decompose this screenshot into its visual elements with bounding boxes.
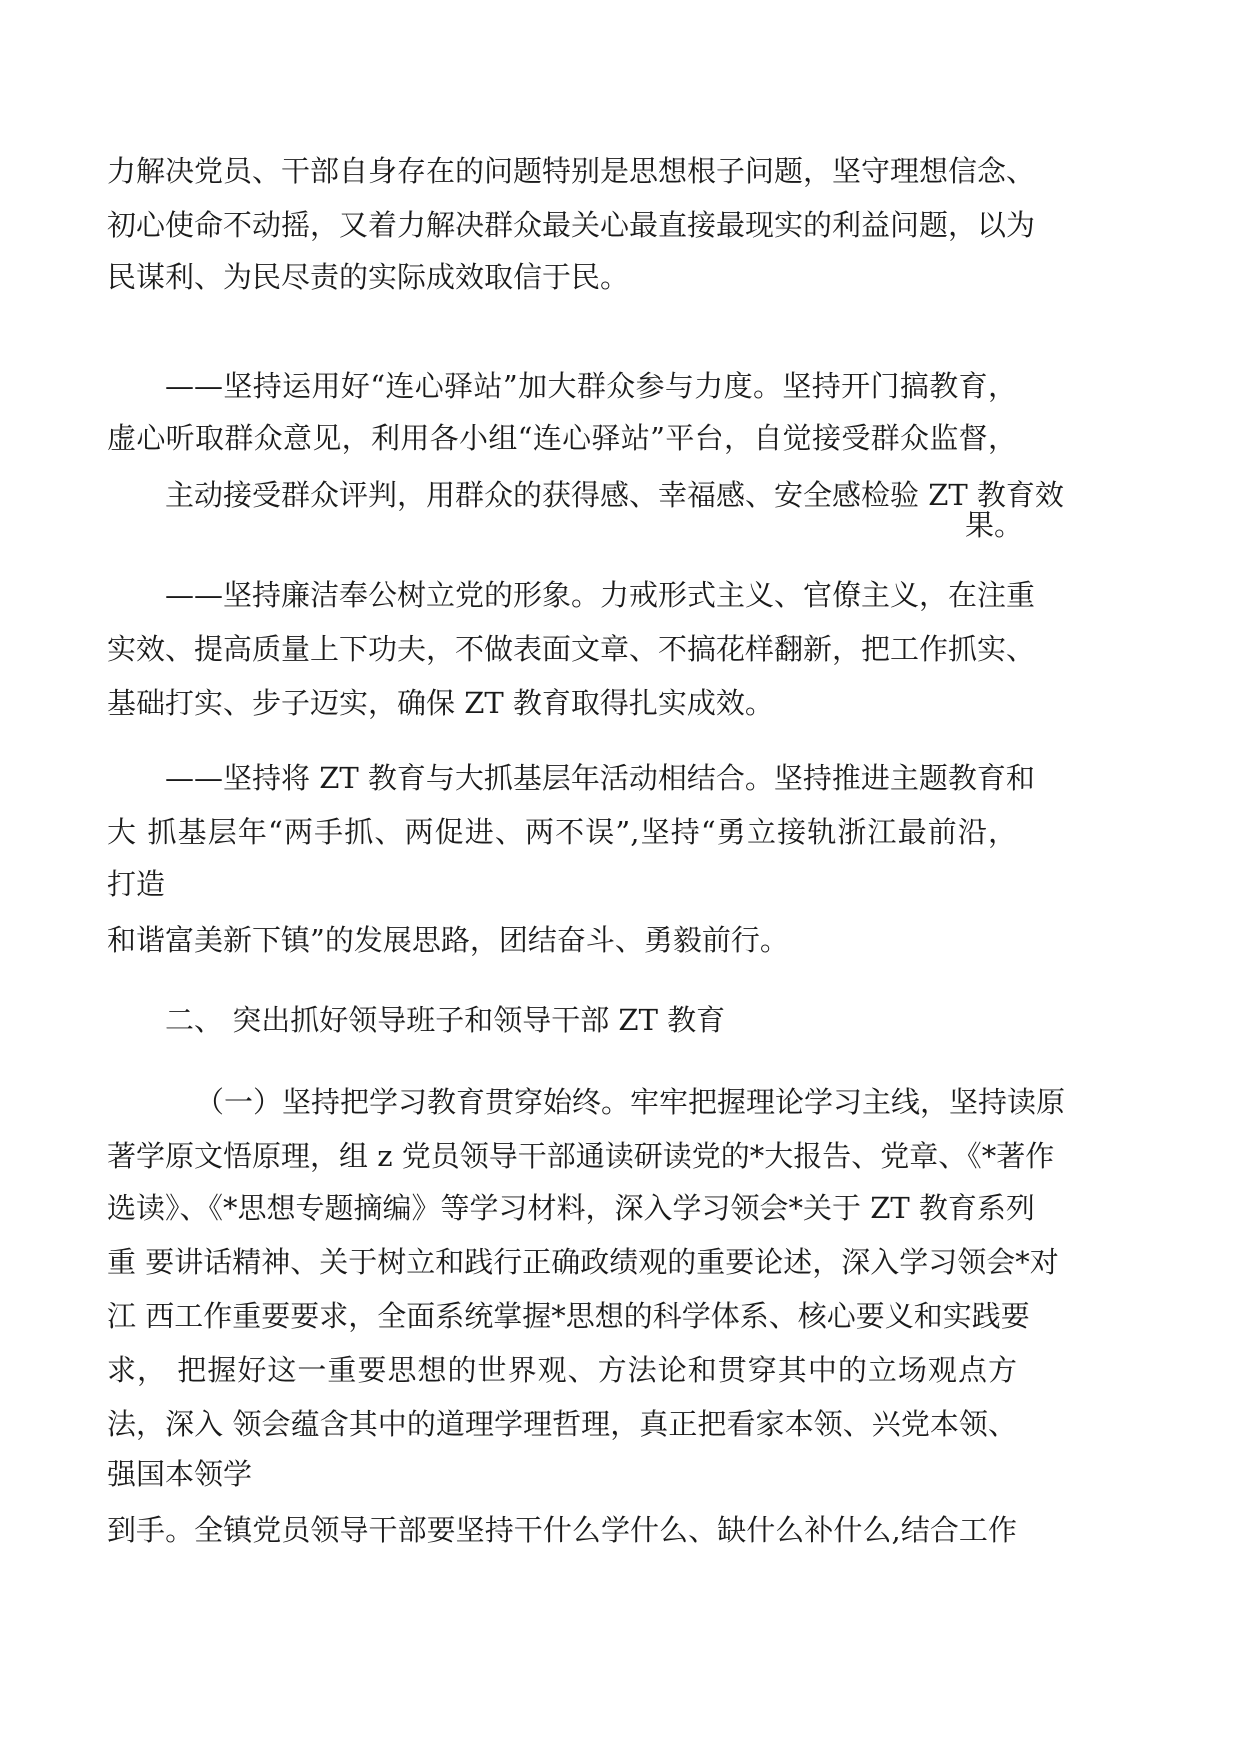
text-line: ——坚持运用好“连心驿站”加大群众参与力度。坚持开门搞教育， xyxy=(165,369,1017,403)
text-line: （一）坚持把学习教育贯穿始终。牢牢把握理论学习主线，坚持读原 xyxy=(195,1085,1066,1119)
text-line: 初心使命不动摇，又着力解决群众最关心最直接最现实的利益问题，以为 xyxy=(107,208,1036,242)
text-line: ——坚持将 ZT 教育与大抓基层年活动相结合。坚持推进主题教育和 xyxy=(165,761,1035,795)
text-line: 大 抓基层年“两手抓、两促进、两不误”,坚持“勇立接轨浙江最前沿， xyxy=(107,815,1017,849)
text-line: 主动接受群众评判，用群众的获得感、幸福感、安全感检验 ZT 教育效 xyxy=(165,478,1064,512)
text-line: 力解决党员、干部自身存在的问题特别是思想根子问题，坚守理想信念、 xyxy=(107,154,1036,188)
text-line: 虚心听取群众意见，利用各小组“连心驿站”平台，自觉接受群众监督， xyxy=(107,421,1017,455)
text-line: 著学原文悟原理，组 z 党员领导干部通读研读党的*大报告、党章、《*著作 xyxy=(107,1139,1055,1173)
text-line: 强国本领学 xyxy=(107,1457,253,1491)
text-line: 重 要讲话精神、关于树立和践行正确政绩观的重要论述，深入学习领会*对 xyxy=(107,1245,1059,1279)
text-line: 民谋利、为民尽责的实际成效取信于民。 xyxy=(107,260,630,294)
text-line: 打造 xyxy=(107,867,166,901)
text-line: 基础打实、步子迈实，确保 ZT 教育取得扎实成效。 xyxy=(107,686,774,720)
section-heading: 二、 突出抓好领导班子和领导干部 ZT 教育 xyxy=(165,1003,726,1037)
text-line: 和谐富美新下镇”的发展思路，团结奋斗、勇毅前行。 xyxy=(107,923,789,957)
text-line: 法，深入 领会蕴含其中的道理学理哲理，真正把看家本领、兴党本领、 xyxy=(107,1407,1017,1441)
text-line: 选读》、《*思想专题摘编》等学习材料，深入学习领会*关于 ZT 教育系列 xyxy=(107,1191,1035,1225)
text-line: 江 西工作重要要求，全面系统掌握*思想的科学体系、核心要义和实践要 xyxy=(107,1299,1030,1333)
text-line: 实效、提高质量上下功夫，不做表面文章、不搞花样翻新，把工作抓实、 xyxy=(107,632,1036,666)
text-line: 果。 xyxy=(964,508,1023,542)
text-line: 求， 把握好这一重要思想的世界观、方法论和贯穿其中的立场观点方 xyxy=(107,1353,1017,1387)
text-line: 到手。全镇党员领导干部要坚持干什么学什么、缺什么补什么,结合工作 xyxy=(107,1513,1017,1547)
text-line: ——坚持廉洁奉公树立党的形象。力戒形式主义、官僚主义，在注重 xyxy=(165,578,1036,612)
